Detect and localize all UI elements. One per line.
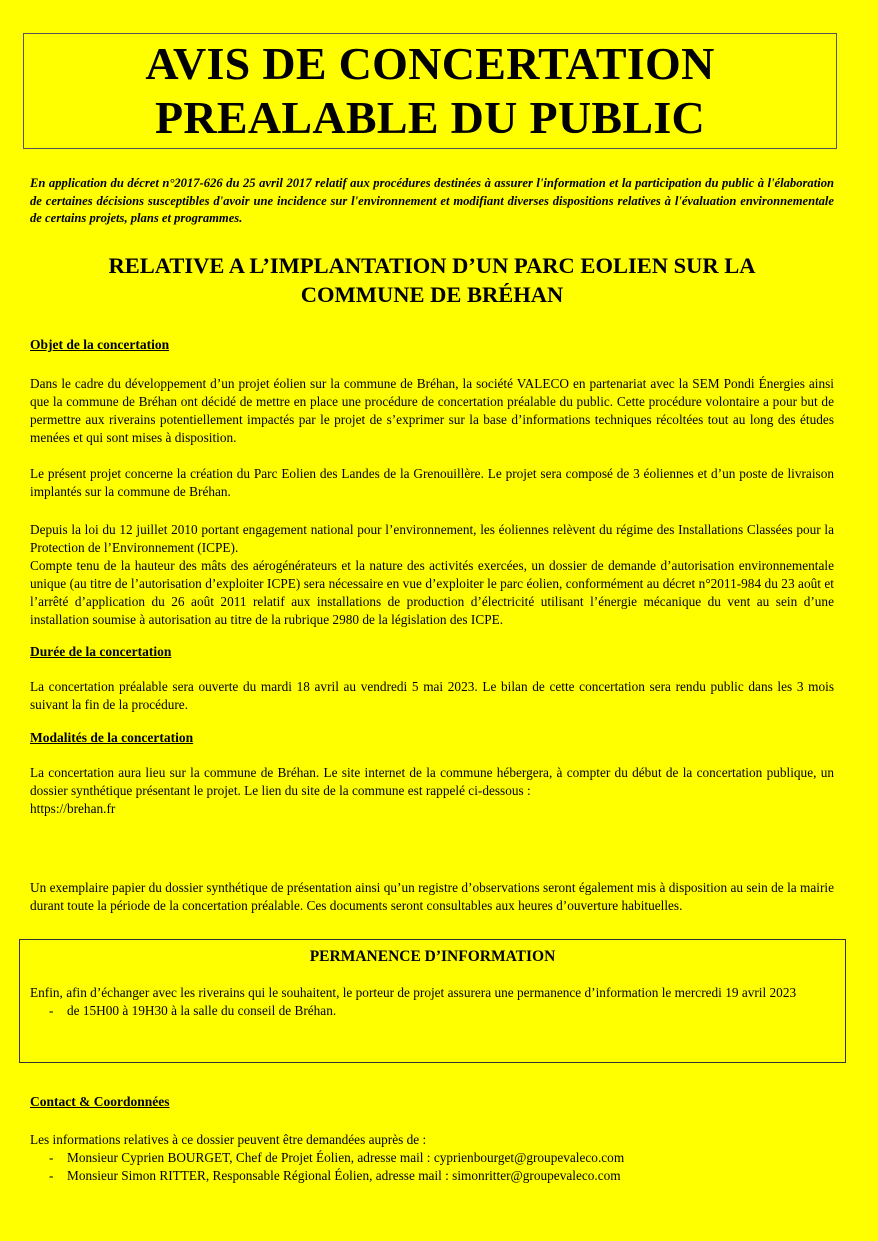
subtitle-line-2: COMMUNE DE BRÉHAN [300,282,564,307]
duree-paragraph: La concertation préalable sera ouverte du mardi 18 avril au vendredi 5 mai 2023. Le bilan de cette concertation sera rendu public dans les 3 mois suivant la fin de la procédure. [30,679,834,712]
subtitle-line-1: RELATIVE A L’IMPLANTATION D’UN PARC EOLIEN SUR LA [108,253,756,278]
permanence-list [30,1002,834,1020]
title-box [23,33,837,149]
contact-intro: Les informations relatives à ce dossier peuvent être demandées auprès de : [30,1132,427,1147]
list-dash: - [49,1150,54,1165]
objet-paragraph-4: Compte tenu de la hauteur des mâts des aérogénérateurs et la nature des activités exercées, un dossier de demande d’autorisation environnementale unique (au titre de l’autorisation d’exploiter ICPE) sera nécessaire en vue d’exploiter le parc éolien, conformément au décret n°2011-984 du 23 août et l’arrêté d’application du 26 août 2011 relatif aux installations de production d’électricité utilisant l’énergie mécanique du vent au sein d’une installation soumise à autorisation au titre de la rubrique 2980 de la législation des ICPE. [30,558,834,627]
contact-block [30,1131,834,1185]
permanence-text-block [30,984,834,1020]
list-item [30,1002,834,1020]
title-line-2: PREALABLE DU PUBLIC [154,92,706,143]
permanence-heading: PERMANENCE D’INFORMATION [309,948,556,965]
subtitle [30,251,834,309]
intro-paragraph: En application du décret n°2017-626 du 25 avril 2017 relatif aux procédures destinées à assurer l'information et la participation du public à l'élaboration de certaines décisions susceptibles d'avoir une incidence sur l'environnement et modifiant diverses dispositions relatives à l'évaluation environnementale de certains projets, plans et programmes. [30,176,834,225]
list-item [30,1167,834,1185]
objet-paragraph-3: Depuis la loi du 12 juillet 2010 portant engagement national pour l’environnement, les éoliennes relèvent du régime des Installations Classées pour la Protection de l’Environnement (ICPE). [30,522,834,555]
website-link[interactable]: https://brehan.fr [30,801,116,816]
duree-heading: Durée de la concertation [30,644,172,659]
contact-ritter: Monsieur Simon RITTER, Responsable Régional Éolien, adresse mail : simonritter@groupevaleco.com [67,1168,621,1183]
contact-bourget: Monsieur Cyprien BOURGET, Chef de Projet Éolien, adresse mail : cyprienbourget@groupevaleco.com [67,1150,625,1165]
title-line-1: AVIS DE CONCERTATION [145,38,715,89]
contact-heading: Contact & Coordonnées [30,1094,170,1109]
objet-paragraph-2: Le présent projet concerne la création du Parc Eolien des Landes de la Grenouillère. Le projet sera composé de 3 éoliennes et d’un poste de livraison implantés sur la commune de Bréhan. [30,466,834,499]
permanence-box [19,939,846,1063]
permanence-paragraph: Enfin, afin d’échanger avec les riverains qui le souhaitent, le porteur de projet assurera une permanence d’information le mercredi 19 avril 2023 [30,985,797,1000]
modalites-heading: Modalités de la concertation [30,730,194,745]
contact-list [30,1149,834,1185]
modalites-paragraph-1: La concertation aura lieu sur la commune de Bréhan. Le site internet de la commune hébergera, à compter du début de la concertation publique, un dossier synthétique présentant le projet. Le lien du site de la commune est rappelé ci-dessous : [30,765,834,798]
modalites-paragraph-2: Un exemplaire papier du dossier synthétique de présentation ainsi qu’un registre d’observations seront également mis à disposition au sein de la mairie durant toute la période de la concertation préalable. Ces documents seront consultables aux heures d’ouverture habituelles. [30,880,834,913]
list-dash: - [49,1168,54,1183]
list-item-text: de 15H00 à 19H30 à la salle du conseil de Bréhan. [67,1003,337,1018]
objet-paragraph-1: Dans le cadre du développement d’un projet éolien sur la commune de Bréhan, la société VALECO en partenariat avec la SEM Pondi Énergies ainsi que la commune de Bréhan ont décidé de mettre en place une procédure de concertation préalable du public. Cette procédure volontaire a pour but de permettre aux riverains potentiellement impactés par le projet de s’exprimer sur la base d’informations techniques récoltées tout au long des études menées et qui sont mises à disposition. [30,376,834,445]
list-item [30,1149,834,1167]
objet-heading: Objet de la concertation [30,337,170,352]
list-dash: - [49,1003,54,1018]
